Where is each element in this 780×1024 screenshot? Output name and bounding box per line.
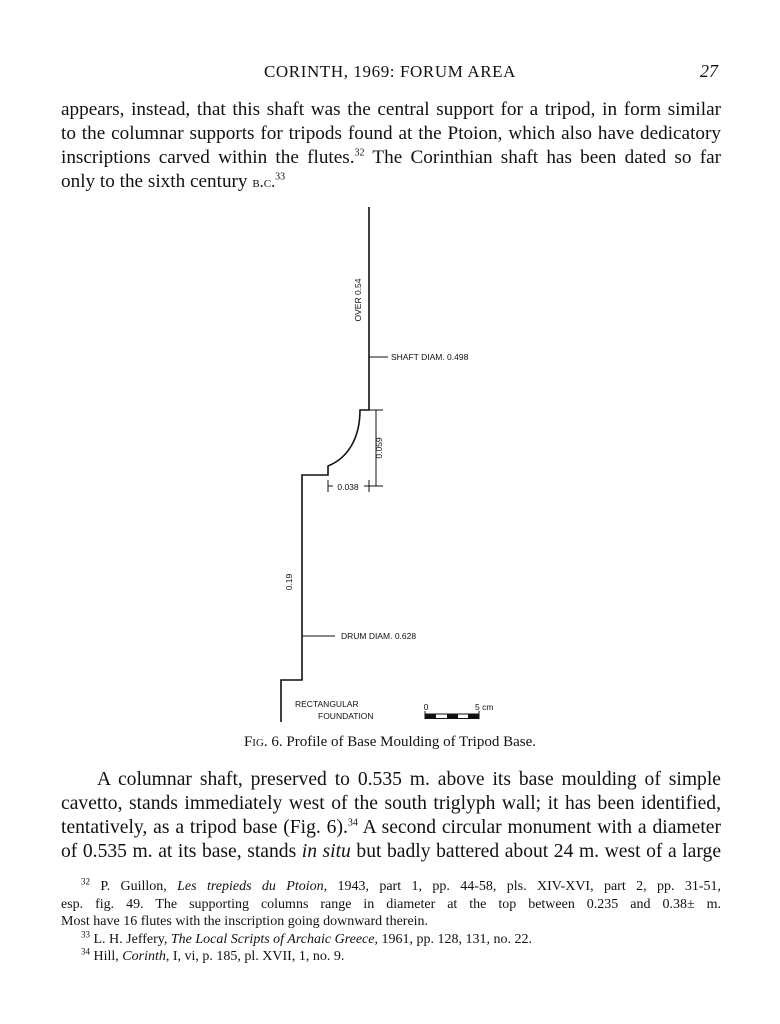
caption-text: Profile of Base Moulding of Tripod Base. <box>282 734 537 750</box>
footnote-marker: 32 <box>81 876 90 887</box>
footnote-34 <box>61 948 721 966</box>
footnote-ref-32: 32 <box>354 147 365 159</box>
footnotes <box>61 878 721 966</box>
scale-label-five: 5 cm <box>475 702 494 712</box>
text-run: of 0.535 m. at its base, stands <box>61 841 302 862</box>
footnote-32 <box>61 878 721 896</box>
text-run: The Corinthian shaft has been dated so far <box>364 147 721 168</box>
footnote-32-cont: Most have 16 flutes with the inscription going downward therein. <box>61 914 429 929</box>
dimension-lines <box>302 357 388 636</box>
label-038: 0.038 <box>337 482 359 492</box>
scale-label-zero: 0 <box>423 702 429 712</box>
footnote-marker: 33 <box>81 928 90 939</box>
figure-caption <box>0 734 780 751</box>
label-019: 0.19 <box>284 573 294 591</box>
book-title: The Local Scripts of Archaic Greece <box>170 931 375 947</box>
text-line <box>61 816 721 840</box>
label-drum-diam: DRUM DIAM. 0.628 <box>341 631 417 641</box>
label-foundation: FOUNDATION <box>318 711 374 721</box>
footnote-ref-34: 34 <box>347 817 358 829</box>
text-run: , 1961, pp. 128, 131, no. 22. <box>374 931 532 947</box>
book-title: Les trepieds du Ptoion <box>177 879 324 894</box>
label-rectangular: RECTANGULAR <box>295 699 359 709</box>
text-run: but badly battered about 24 m. west of a large <box>350 841 722 862</box>
footnote-marker: 34 <box>81 946 90 957</box>
text-line: appears, instead, that this shaft was the central support for a tripod, in form similar <box>61 99 721 120</box>
footnote-33 <box>61 928 721 949</box>
era-abbrev: b.c. <box>252 172 276 191</box>
text-run: A second circular monument with a diameter <box>357 817 721 838</box>
text-run: , 1943, part 1, pp. 44-58, pls. XIV-XVI, part 2, pp. 31-51, <box>323 879 721 894</box>
footnote-32-cont: esp. fig. 49. The supporting columns range in diameter at the top between 0.235 and 0.38± m. <box>61 896 721 912</box>
text-run: tentatively, as a tripod base (Fig. 6). <box>61 817 348 838</box>
text-line: to the columnar supports for tripods found at the Ptoion, which also have dedicatory <box>61 123 721 144</box>
text-run: inscriptions carved within the flutes. <box>61 147 355 168</box>
paragraph-columnar-shaft <box>61 768 721 864</box>
page-number: 27 <box>700 61 718 81</box>
label-shaft-diam: SHAFT DIAM. 0.498 <box>391 352 469 362</box>
label-over: OVER 0.54 <box>353 278 363 322</box>
text-run: P. Guillon, <box>90 879 178 894</box>
scale-bar <box>425 711 479 719</box>
running-title: CORINTH, 1969: FORUM AREA <box>263 62 517 81</box>
text-run: only to the sixth century <box>61 171 253 192</box>
text-run: , I, vi, p. 185, pl. XVII, 1, no. 9. <box>165 949 345 964</box>
book-title: Corinth <box>122 949 166 964</box>
figure-number: Fig. 6. <box>243 734 283 750</box>
footnote-ref-33: 33 <box>275 171 286 183</box>
text-line: A columnar shaft, preserved to 0.535 m. above its base moulding of simple <box>97 769 721 790</box>
text-line <box>61 840 721 864</box>
text-line: cavetto, stands immediately west of the south triglyph wall; it has been identified, <box>61 793 721 814</box>
text-run: Hill, <box>90 949 123 964</box>
label-059: 0.059 <box>374 437 384 459</box>
italic-term: in situ <box>301 841 351 862</box>
text-run: L. H. Jeffery, <box>90 931 171 947</box>
